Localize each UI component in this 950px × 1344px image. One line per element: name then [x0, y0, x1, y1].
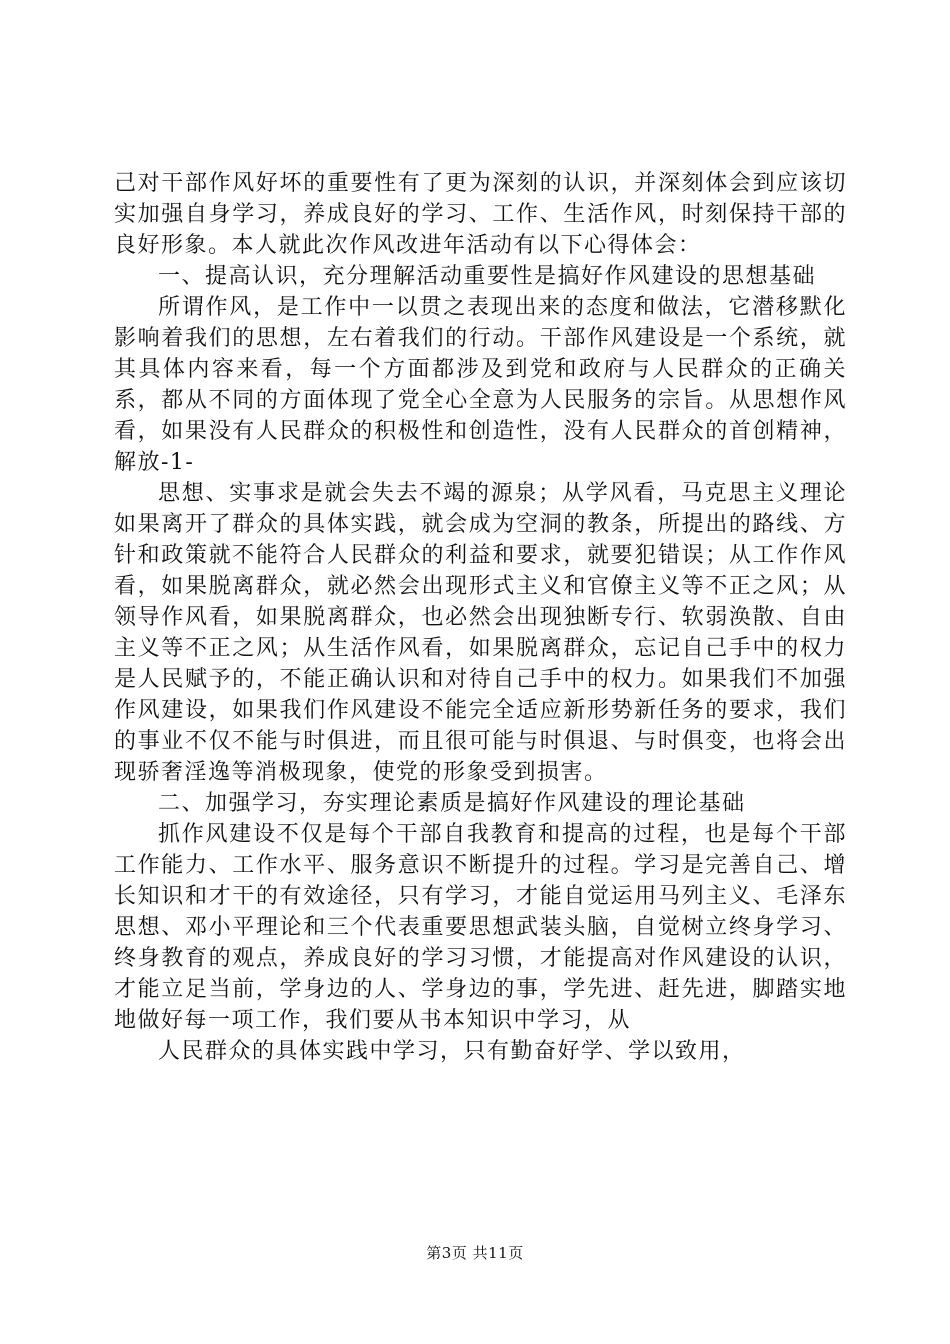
- paragraph-section-1-b: 思想、实事求是就会失去不竭的源泉；从学风看，马克思主义理论如果离开了群众的具体实践，就会成为空洞的教条，所提出的路线、方针和政策就不能符合人民群众的利益和要求，就要犯错误；从工作作风看，如果脱离群众，就必然会出现形式主义和官僚主义等不正之风；从领导作风看，如果脱离群众，也必然会出现独断专行、软弱涣散、自由主义等不正之风；从生活作风看，如果脱离群众，忘记自己手中的权力是人民赋予的，不能正确认识和对待自己手中的权力。如果我们不加强作风建设，如果我们作风建设不能完全适应新形势新任务的要求，我们的事业不仅不能与时俱进，而且很可能与时俱退、与时俱变，也将会出现骄奢淫逸等消极现象，使党的形象受到损害。: [114, 481, 847, 785]
- page-number-footer: 第3页 共11页: [426, 1244, 524, 1262]
- document-body: [114, 168, 847, 1067]
- heading-section-2: 二、加强学习，夯实理论素质是搞好作风建设的理论基础: [158, 791, 746, 816]
- paragraph-section-1-a: 所谓作风，是工作中一以贯之表现出来的态度和做法，它潜移默化影响着我们的思想，左右着我们的行动。干部作风建设是一个系统，就其具体内容来看，每一个方面都涉及到党和政府与人民群众的正确关系，都从不同的方面体现了党全心全意为人民服务的宗旨。从思想作风看，如果没有人民群众的积极性和创造性，没有人民群众的首创精神，解放-1-: [114, 295, 847, 475]
- paragraph-section-2-b: 人民群众的具体实践中学习，只有勤奋好学、学以致用，: [158, 1039, 746, 1064]
- paragraph-intro: 己对干部作风好坏的重要性有了更为深刻的认识，并深刻体会到应该切实加强自身学习，养成良好的学习、工作、生活作风，时刻保持干部的良好形象。本人就此次作风改进年活动有以下心得体会：: [114, 171, 847, 258]
- heading-section-1: 一、提高认识，充分理解活动重要性是搞好作风建设的思想基础: [158, 264, 817, 289]
- paragraph-section-2-a: 抓作风建设不仅是每个干部自我教育和提高的过程，也是每个干部工作能力、工作水平、服务意识不断提升的过程。学习是完善自己、增长知识和才干的有效途径，只有学习，才能自觉运用马列主义、毛泽东思想、邓小平理论和三个代表重要思想武装头脑，自觉树立终身学习、终身教育的观点，养成良好的学习习惯，才能提高对作风建设的认识，才能立足当前，学身边的人、学身边的事，学先进、赶先进，脚踏实地地做好每一项工作，我们要从书本知识中学习，从: [114, 822, 847, 1033]
